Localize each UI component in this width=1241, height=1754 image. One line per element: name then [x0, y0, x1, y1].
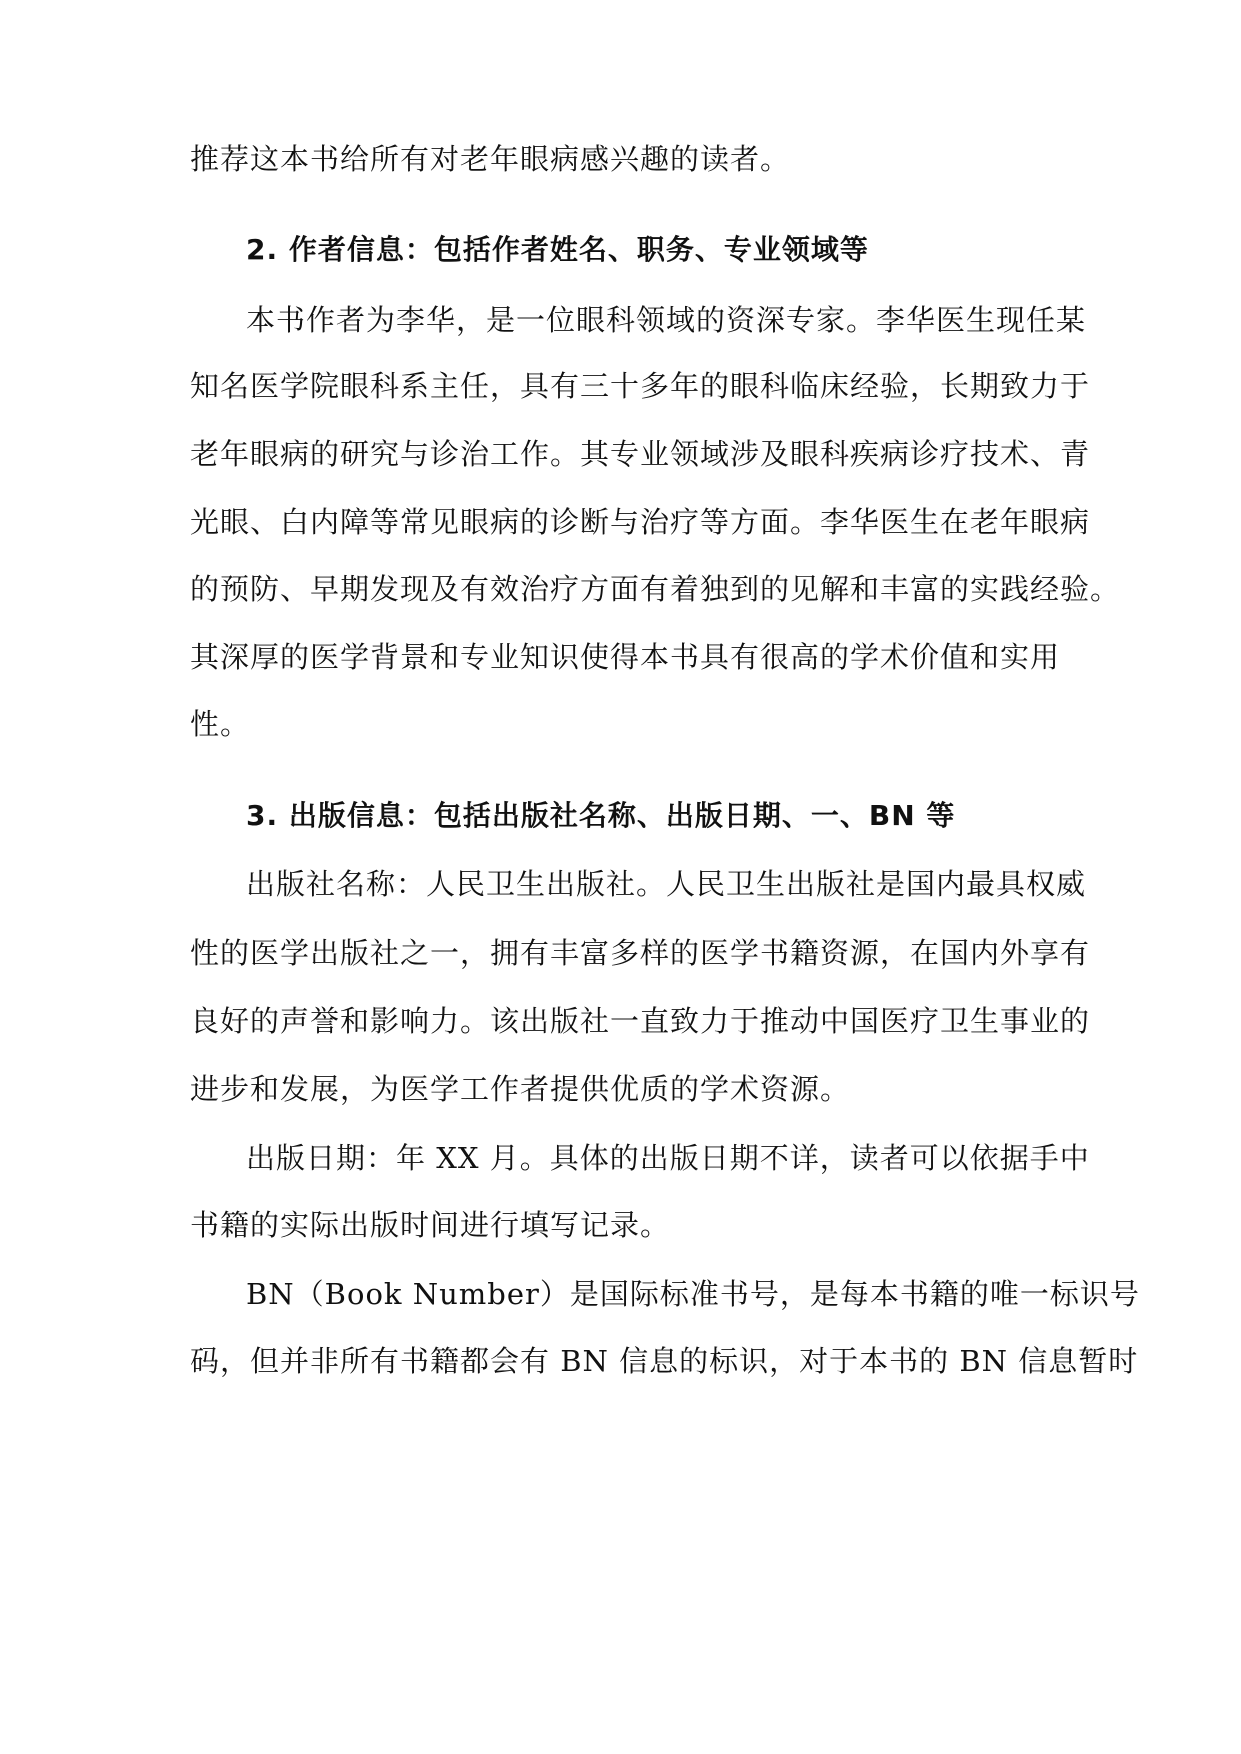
section-2-heading: 2. 作者信息：包括作者姓名、职务、专业领域等 [246, 233, 869, 266]
bn-paragraph-line-2: 码，但并非所有书籍都会有 BN 信息的标识，对于本书的 BN 信息暂时 [190, 1344, 1139, 1378]
bn-paragraph-line-1: BN（Book Number）是国际标准书号，是每本书籍的唯一标识号 [246, 1277, 1140, 1311]
author-paragraph-line-4: 光眼、白内障等常见眼病的诊断与治疗等方面。李华医生在老年眼病 [190, 505, 1091, 539]
author-paragraph-line-5: 的预防、早期发现及有效治疗方面有着独到的见解和丰富的实践经验。 [190, 572, 1121, 606]
date-paragraph-line-2: 书籍的实际出版时间进行填写记录。 [190, 1208, 671, 1242]
date-paragraph-line-1: 出版日期：年 XX 月。具体的出版日期不详，读者可以依据手中 [246, 1141, 1090, 1175]
publisher-paragraph-line-4: 进步和发展，为医学工作者提供优质的学术资源。 [190, 1072, 851, 1106]
author-paragraph-line-3: 老年眼病的研究与诊治工作。其专业领域涉及眼科疾病诊疗技术、青 [190, 437, 1091, 471]
publisher-paragraph-line-2: 性的医学出版社之一，拥有丰富多样的医学书籍资源，在国内外享有 [190, 936, 1091, 970]
intro-line-1: 推荐这本书给所有对老年眼病感兴趣的读者。 [190, 142, 791, 176]
publisher-paragraph-line-1: 出版社名称：人民卫生出版社。人民卫生出版社是国内最具权威 [246, 867, 1087, 901]
author-paragraph-line-7: 性。 [190, 707, 251, 741]
publisher-paragraph-line-3: 良好的声誉和影响力。该出版社一直致力于推动中国医疗卫生事业的 [190, 1004, 1091, 1038]
author-paragraph-line-2: 知名医学院眼科系主任，具有三十多年的眼科临床经验，长期致力于 [190, 369, 1091, 403]
section-3-heading: 3. 出版信息：包括出版社名称、出版日期、一、BN 等 [246, 799, 956, 832]
author-paragraph-line-1: 本书作者为李华，是一位眼科领域的资深专家。李华医生现任某 [246, 303, 1087, 337]
author-paragraph-line-6: 其深厚的医学背景和专业知识使得本书具有很高的学术价值和实用 [190, 640, 1061, 674]
